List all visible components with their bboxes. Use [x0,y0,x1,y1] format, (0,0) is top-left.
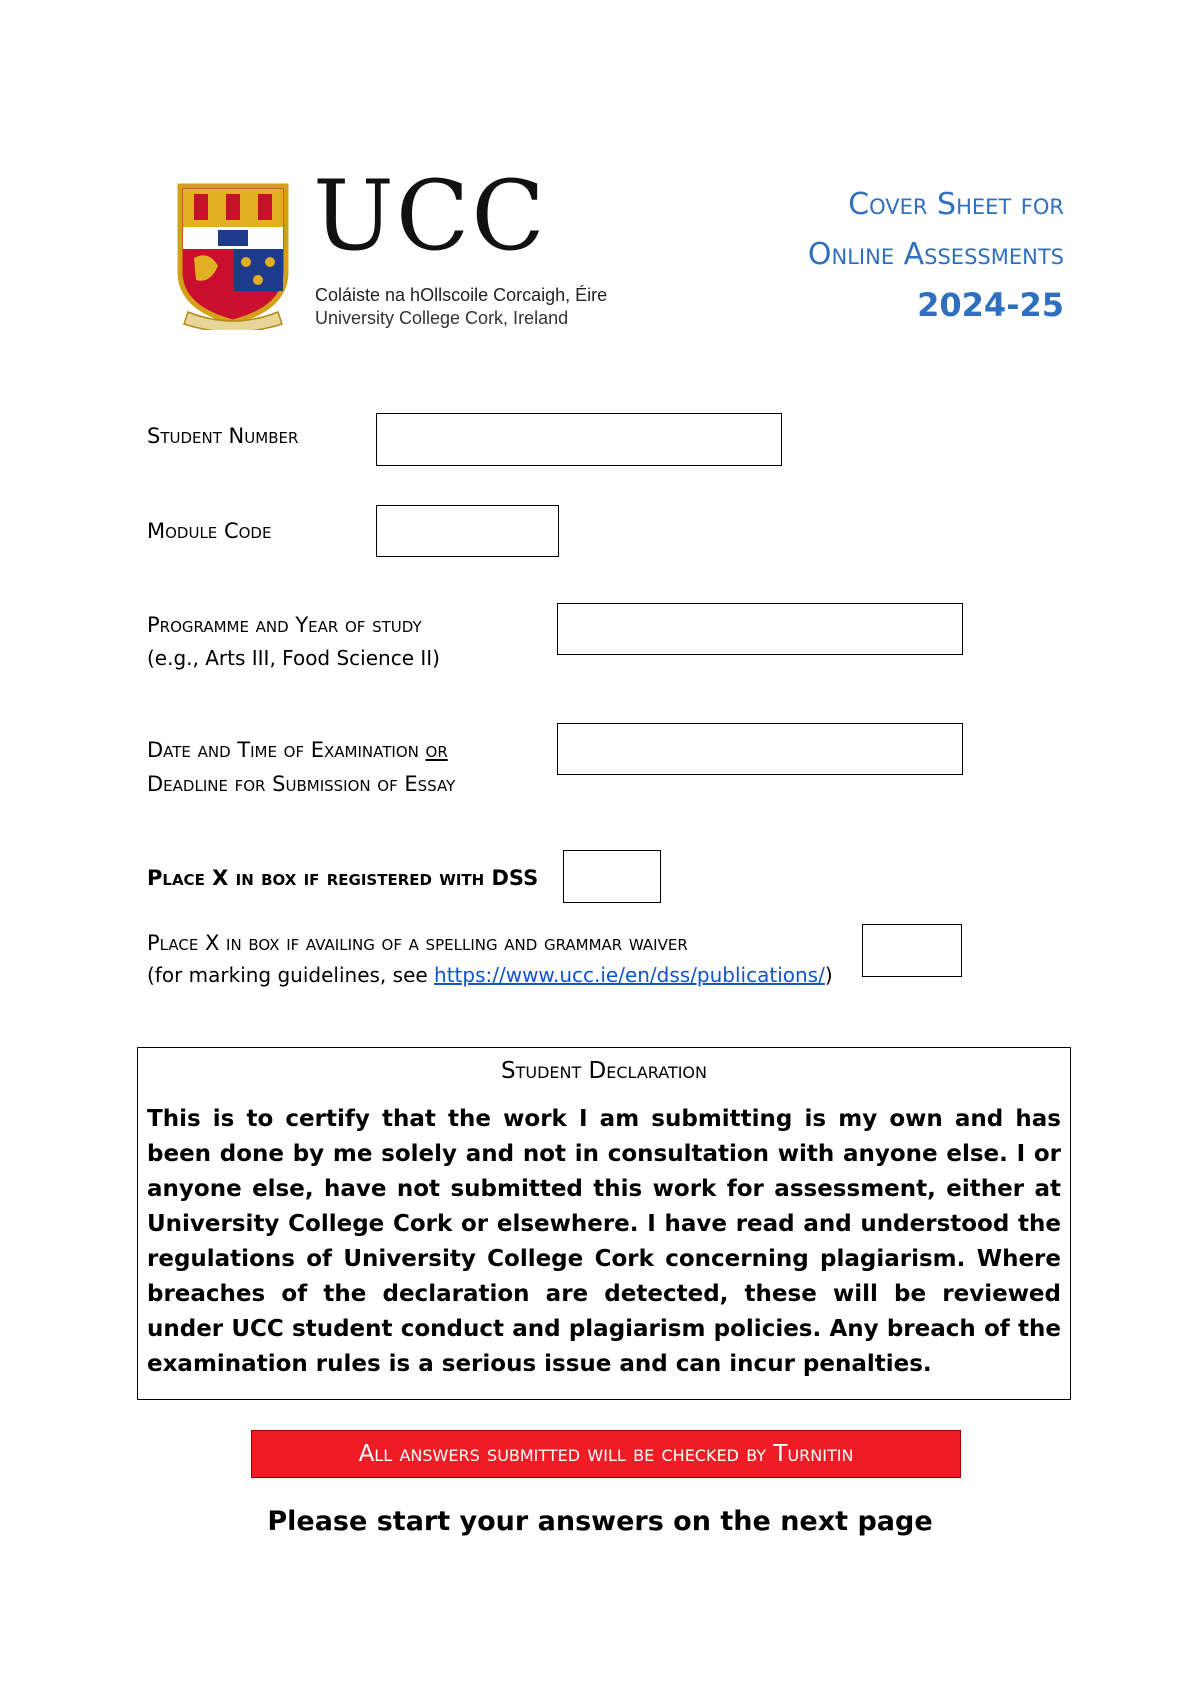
date-label-part-a: Date and Time of Examination [147,738,426,762]
title-year: 2024-25 [917,286,1064,324]
date-time-label [147,734,448,767]
waiver-label: Place X in box if availing of a spelling and grammar waiver [147,931,688,955]
module-code-field[interactable] [376,505,559,557]
logo-irish-name: Coláiste na hOllscoile Corcaigh, Éire [315,285,608,305]
document-title [808,180,1064,330]
waiver-note-prefix: (for marking guidelines, see [147,963,435,987]
date-time-field[interactable] [557,723,963,775]
logo-english-name: University College Cork, Ireland [315,308,569,328]
ucc-crest-logo [174,180,292,330]
programme-field[interactable] [557,603,963,655]
module-code-label: Module Code [147,519,272,543]
student-number-label: Student Number [147,424,299,448]
ucc-wordmark: UCC [313,160,547,272]
date-label-or: or [425,738,448,762]
declaration-heading: Student Declaration [500,1058,707,1084]
crest-icon [174,180,292,330]
student-number-field[interactable] [376,413,782,466]
next-page-instruction: Please start your answers on the next page [267,1506,933,1537]
dss-checkbox[interactable] [563,850,661,903]
declaration-text: This is to certify that the work I am submitting is my own and has been done by me solely and not in consultation with anyone else. I or anyone else, have not submitted this work for assessment, either at University College Cork or elsewhere. I have read and understood the regulations of University College Cork concerning plagiarism. Where breaches of the declaration are detected, these will be reviewed under UCC student conduct and plagiarism policies. Any breach of the examination rules is a serious issue and can incur penalties. [147,1106,1061,1377]
programme-hint: (e.g., Arts III, Food Science II) [147,646,440,670]
deadline-label: Deadline for Submission of Essay [147,772,456,796]
dss-label: Place X in box if registered with DSS [147,866,539,890]
title-line-2: Online Assessments [807,237,1064,272]
waiver-note [147,960,833,990]
waiver-note-suffix: ) [824,963,833,987]
programme-label: Programme and Year of study [147,613,422,637]
turnitin-notice-banner: All answers submitted will be checked by Turnitin [251,1430,961,1478]
dss-publications-link[interactable]: https://www.ucc.ie/en/dss/publications/ [434,963,825,987]
waiver-checkbox[interactable] [862,924,962,977]
title-line-1: Cover Sheet for [848,187,1064,222]
student-declaration-box [137,1047,1071,1400]
